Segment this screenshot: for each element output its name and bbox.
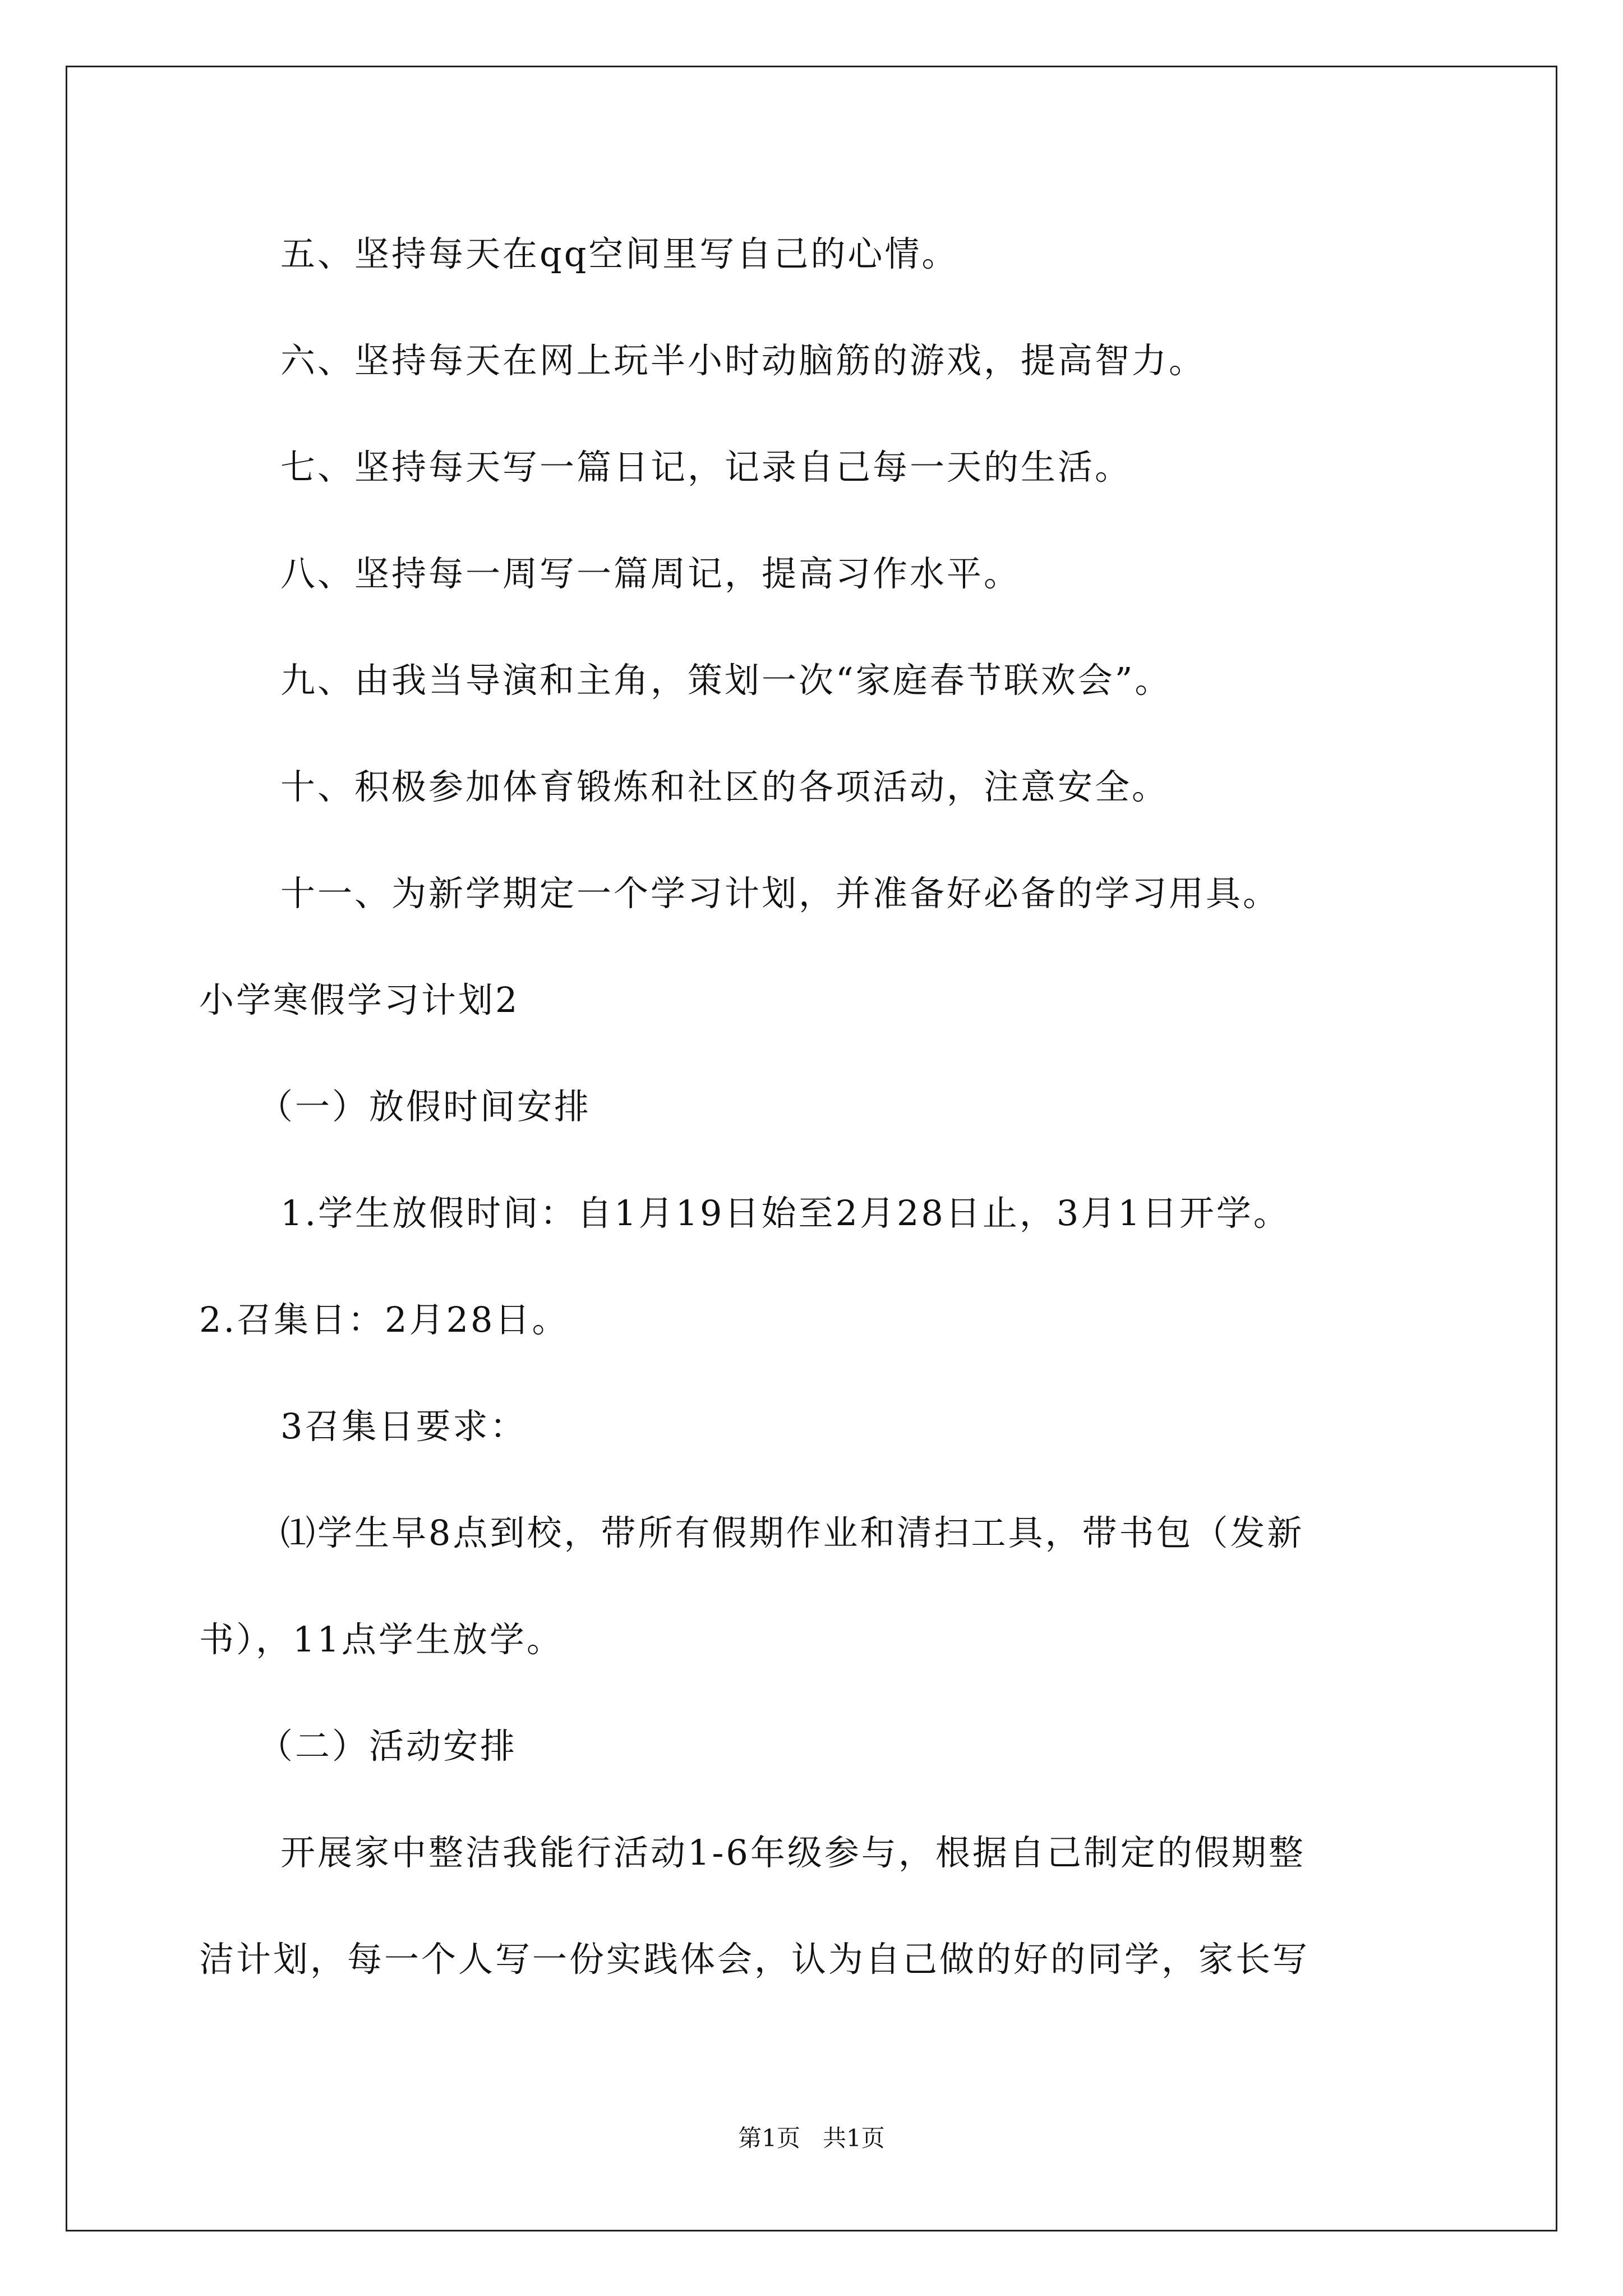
text-line-13: ⑴学生早8点到校，带所有假期作业和清扫工具，带书包（发新	[280, 1512, 1304, 1553]
text-line-10: 1.学生放假时间：自1月19日始至2月28日止，3月1日开学。	[280, 1193, 1290, 1234]
text-line-4: 八、坚持每一周写一篇周记，提高习作水平。	[280, 553, 1021, 594]
text-line-15: （二）活动安排	[258, 1726, 518, 1766]
text-line-17: 洁计划，每一个人写一份实践体会，认为自己做的好的同学，家长写	[199, 1939, 1310, 1980]
text-line-7: 十一、为新学期定一个学习计划，并准备好必备的学习用具。	[280, 873, 1280, 914]
section-heading: 小学寒假学习计划2	[199, 979, 520, 1020]
text-line-11: 2.召集日：2月28日。	[199, 1299, 569, 1340]
text-line-6: 十、积极参加体育锻炼和社区的各项活动，注意安全。	[280, 766, 1169, 807]
text-line-16: 开展家中整洁我能行活动1-6年级参与，根据自己制定的假期整	[280, 1832, 1306, 1873]
text-line-1: 五、坚持每天在qq空间里写自己的心情。	[280, 233, 959, 274]
page-footer: 第1页 共1页	[738, 2124, 885, 2152]
text-line-12: 3召集日要求：	[280, 1406, 527, 1447]
page-border	[66, 66, 1557, 2231]
text-line-2: 六、坚持每天在网上玩半小时动脑筋的游戏，提高智力。	[280, 340, 1206, 381]
text-line-5: 九、由我当导演和主角，策划一次“家庭春节联欢会”。	[280, 660, 1172, 701]
text-line-9: （一）放假时间安排	[258, 1086, 592, 1127]
text-line-3: 七、坚持每天写一篇日记，记录自己每一天的生活。	[280, 447, 1132, 487]
text-line-14: 书），11点学生放学。	[199, 1619, 564, 1660]
